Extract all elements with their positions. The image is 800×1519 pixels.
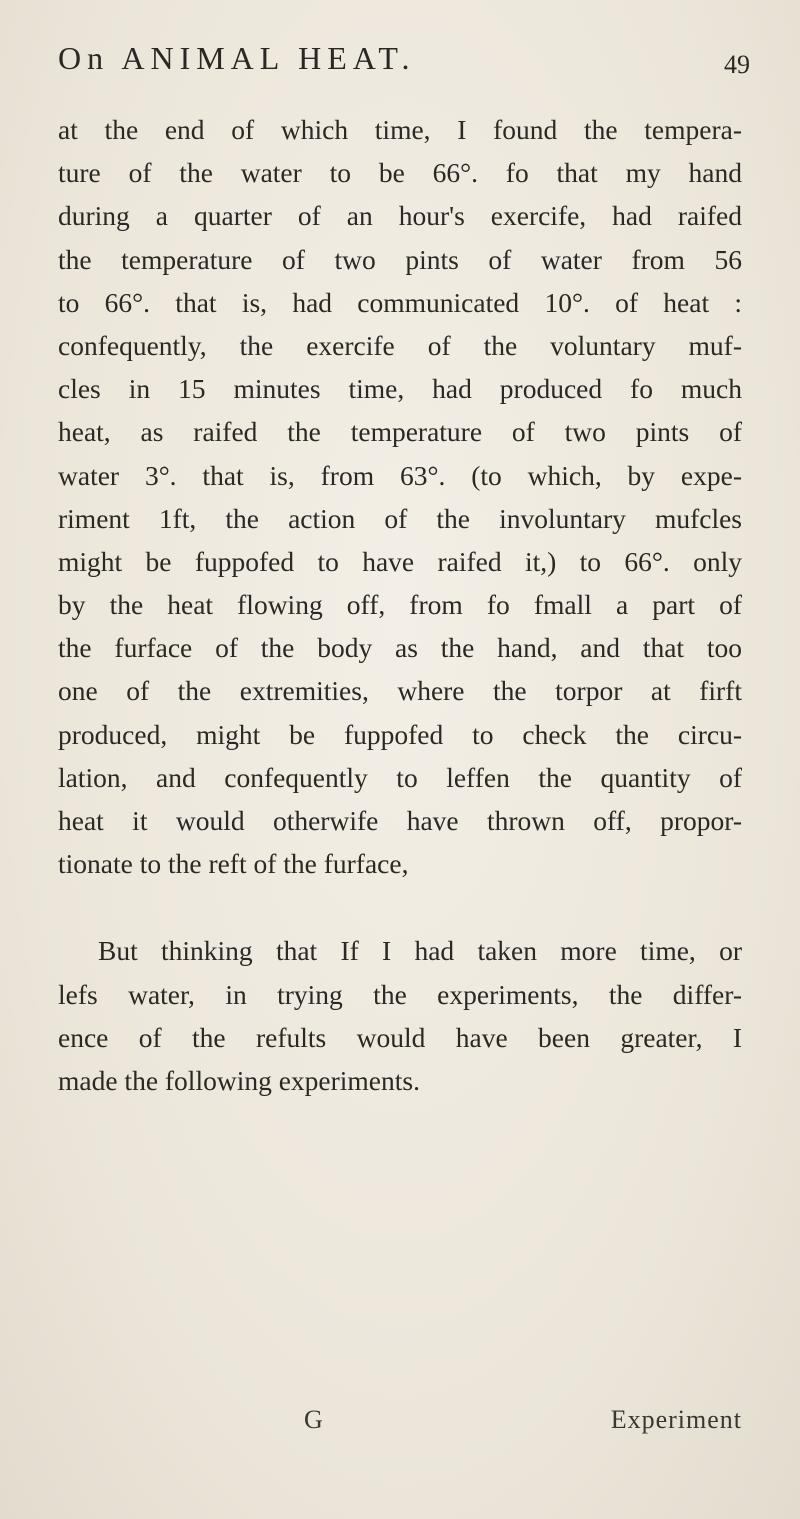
signature-mark: G (304, 1405, 323, 1434)
text-line: riment 1ft, the action of the involuntary mufcles (58, 502, 742, 534)
text-line: to 66°. that is, had communicated 10°. of heat : (58, 286, 742, 318)
running-head: On ANIMAL HEAT. (58, 40, 416, 76)
text-line: during a quarter of an hour's exercife, had raifed (58, 200, 742, 232)
text-line: cles in 15 minutes time, had produced fo much (58, 373, 742, 405)
paragraph-2 (58, 929, 742, 1102)
paragraph-gap (58, 885, 742, 929)
text-line: by the heat flowing off, from fo fmall a part of (58, 589, 742, 621)
text-line: at the end of which time, I found the tempera- (58, 114, 742, 145)
page-footer (58, 1405, 742, 1445)
page-number: 49 (724, 50, 750, 79)
page-header (58, 40, 758, 90)
text-line: tionate to the reft of the furface, (58, 848, 409, 880)
text-line: confequently, the exercife of the voluntary muf- (58, 329, 742, 361)
text-line: made the following experiments. (58, 1064, 420, 1096)
text-line: the temperature of two pints of water from 56 (58, 243, 742, 275)
text-line: one of the extremities, where the torpor at firft (58, 675, 742, 707)
body-text (58, 108, 742, 1102)
text-line: might be fuppofed to have raifed it,) to 66°. only (58, 545, 742, 577)
text-line: the furface of the body as the hand, and that too (58, 632, 742, 664)
catchword: Experiment (610, 1405, 742, 1434)
text-line: lation, and confequently to leffen the quantity of (58, 761, 742, 793)
text-line: water 3°. that is, from 63°. (to which, by expe- (58, 459, 742, 491)
text-line: But thinking that If I had taken more time, or (98, 935, 742, 967)
text-line: lefs water, in trying the experiments, the differ- (58, 978, 742, 1010)
text-line: heat, as raifed the temperature of two pints of (58, 416, 742, 448)
paragraph-1 (58, 108, 742, 885)
text-line: heat it would otherwife have thrown off, propor- (58, 805, 742, 836)
text-line: ence of the refults would have been greater, I (58, 1021, 742, 1053)
text-line: ture of the water to be 66°. fo that my hand (58, 157, 742, 189)
text-line: produced, might be fuppofed to check the circu- (58, 718, 742, 750)
